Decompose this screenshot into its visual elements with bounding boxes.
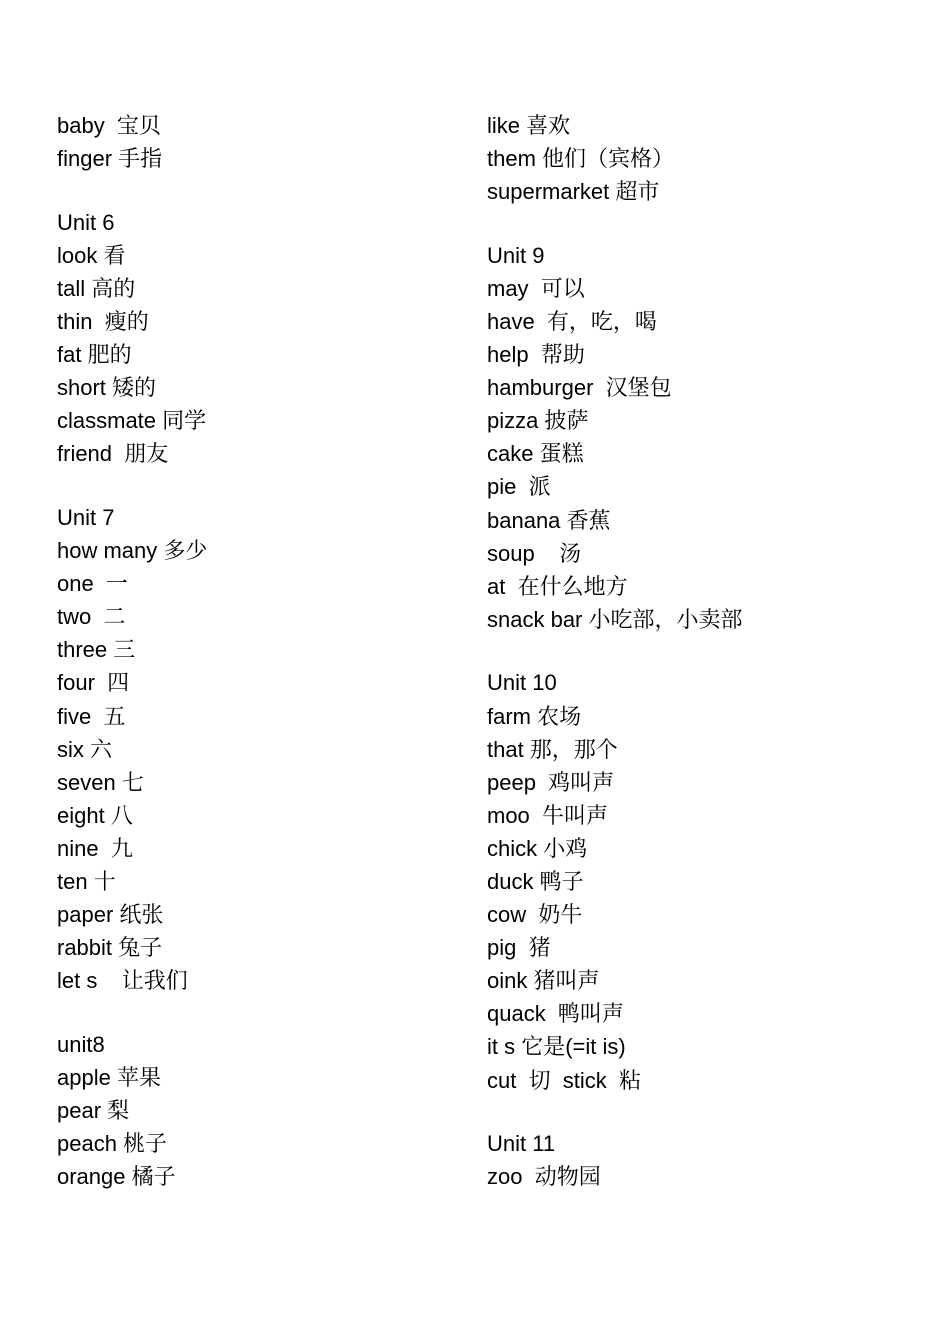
vocab-entry: finger 手指 bbox=[57, 146, 163, 172]
vocab-entry: four 四 bbox=[57, 670, 130, 696]
blank-line bbox=[57, 997, 477, 1028]
vocab-entry: classmate 同学 bbox=[57, 408, 207, 434]
vocab-entry: hamburger 汉堡包 bbox=[487, 375, 672, 401]
vocab-entry: two 二 bbox=[57, 604, 126, 630]
vocab-entry: oink 猪叫声 bbox=[487, 968, 600, 994]
vocab-entry: tall 高的 bbox=[57, 275, 136, 301]
vocab-entry: have 有，吃，喝 bbox=[487, 308, 657, 334]
vocab-entry: friend 朋友 bbox=[57, 441, 169, 467]
vocab-entry: that 那，那个 bbox=[487, 736, 618, 762]
unit-heading: Unit 6 bbox=[57, 209, 115, 235]
vocab-entry: may 可以 bbox=[487, 275, 585, 301]
vocab-entry: fat 肥的 bbox=[57, 342, 132, 368]
vocab-entry: them 他们（宾格） bbox=[487, 146, 675, 172]
vocab-entry: five 五 bbox=[57, 703, 126, 729]
unit-heading: Unit 7 bbox=[57, 504, 115, 530]
vocab-entry: zoo 动物园 bbox=[487, 1164, 601, 1190]
vocab-entry: cow 奶牛 bbox=[487, 902, 583, 928]
vocab-entry: ten 十 bbox=[57, 868, 116, 894]
vocab-entry: rabbit 兔子 bbox=[57, 935, 163, 961]
vocab-entry: supermarket 超市 bbox=[487, 179, 660, 205]
vocab-entry: short 矮的 bbox=[57, 375, 157, 401]
left-vocabulary-column bbox=[57, 109, 477, 1193]
blank-line bbox=[487, 208, 907, 239]
blank-line bbox=[487, 1097, 907, 1128]
right-vocabulary-column bbox=[487, 109, 907, 1193]
vocab-entry: baby 宝贝 bbox=[57, 113, 161, 138]
vocab-entry: thin 瘦的 bbox=[57, 308, 149, 334]
vocab-entry: six 六 bbox=[57, 736, 113, 762]
vocab-entry: chick 小鸡 bbox=[487, 835, 588, 861]
unit-heading: unit8 bbox=[57, 1031, 105, 1057]
vocab-entry: pear 梨 bbox=[57, 1098, 130, 1124]
vocab-entry: pig 猪 bbox=[487, 935, 551, 961]
vocab-entry: soup 汤 bbox=[487, 540, 582, 566]
vocab-entry: how many 多少 bbox=[57, 538, 208, 564]
vocab-entry: snack bar 小吃部，小卖部 bbox=[487, 606, 743, 632]
blank-line bbox=[57, 470, 477, 501]
vocab-entry: nine 九 bbox=[57, 835, 133, 861]
vocab-entry: duck 鸭子 bbox=[487, 868, 584, 894]
vocab-entry: pizza 披萨 bbox=[487, 408, 589, 434]
vocab-entry: eight 八 bbox=[57, 802, 133, 828]
vocab-entry: peep 鸡叫声 bbox=[487, 769, 615, 795]
vocab-entry: one 一 bbox=[57, 571, 128, 597]
vocab-entry: pie 派 bbox=[487, 474, 551, 500]
vocab-entry: at 在什么地方 bbox=[487, 573, 628, 599]
vocab-entry: let s 让我们 bbox=[57, 968, 188, 994]
vocab-entry: help 帮助 bbox=[487, 342, 585, 368]
vocab-entry: moo 牛叫声 bbox=[487, 802, 609, 828]
vocab-entry: banana 香蕉 bbox=[487, 507, 611, 533]
vocab-entry: three 三 bbox=[57, 637, 136, 663]
blank-line bbox=[57, 175, 477, 206]
unit-heading: Unit 11 bbox=[487, 1131, 556, 1157]
vocab-entry: seven 七 bbox=[57, 769, 144, 795]
vocab-entry: paper 纸张 bbox=[57, 902, 164, 928]
unit-heading: Unit 9 bbox=[487, 242, 545, 268]
vocab-entry: cut 切 stick 粘 bbox=[487, 1067, 642, 1093]
vocab-entry: quack 鸭叫声 bbox=[487, 1001, 624, 1027]
vocab-entry: apple 苹果 bbox=[57, 1064, 161, 1090]
vocab-entry: cake 蛋糕 bbox=[487, 441, 584, 467]
vocab-entry: it s 它是(=it is) bbox=[487, 1034, 626, 1060]
blank-line bbox=[487, 636, 907, 667]
vocab-entry: peach 桃子 bbox=[57, 1131, 168, 1157]
vocab-entry: like 喜欢 bbox=[487, 113, 571, 138]
unit-heading: Unit 10 bbox=[487, 670, 557, 696]
vocab-entry: farm 农场 bbox=[487, 703, 582, 729]
vocab-entry: look 看 bbox=[57, 242, 126, 268]
vocab-entry: orange 橘子 bbox=[57, 1164, 176, 1190]
